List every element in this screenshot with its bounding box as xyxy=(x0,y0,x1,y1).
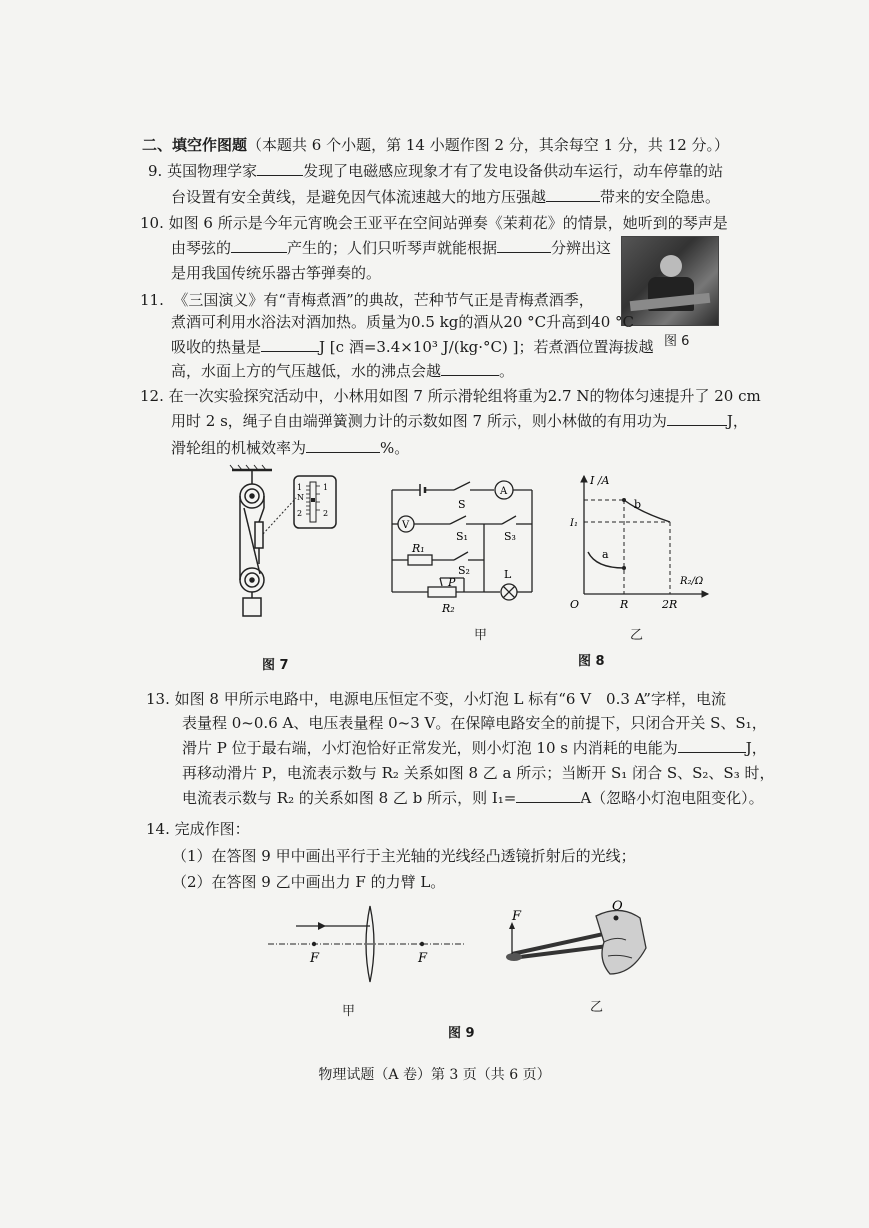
q14-number: 14. xyxy=(146,820,170,838)
scale-label: 1 xyxy=(297,483,303,492)
q11-text: 煮酒可利用水浴法对酒加热。质量为0.5 kg的酒从20 °C升高到40 °C xyxy=(171,313,634,331)
q12-blank-1[interactable] xyxy=(667,411,727,426)
q9-text: 英国物理学家 xyxy=(167,162,258,180)
graph-x-axis-label: R₂/Ω xyxy=(680,576,704,587)
q9-line-1 xyxy=(148,160,723,182)
figure-9-yi-label: 乙 xyxy=(590,1000,604,1015)
q10-number: 10. xyxy=(140,214,164,232)
q12-text: %。 xyxy=(380,439,410,457)
q12-text: 在一次实验探究活动中，小林用如图 7 所示滑轮组将重为2.7 N的物体匀速提升了 20 cm xyxy=(168,387,761,405)
figure-9-lens-diagram xyxy=(266,900,466,984)
scale-label: 2 xyxy=(323,509,329,518)
q10-line-3 xyxy=(171,262,381,284)
scale-unit: N xyxy=(297,493,304,502)
graph-tick-2r: 2R xyxy=(662,598,678,611)
q9-blank-1[interactable] xyxy=(257,161,303,176)
q9-line-2 xyxy=(171,186,720,208)
scale-label: 2 xyxy=(297,509,303,518)
q12-blank-2[interactable] xyxy=(306,438,380,453)
q9-text: 台设置有安全黄线，是避免因气体流速越大的地方压强越 xyxy=(171,188,547,206)
q10-line-1 xyxy=(140,212,728,234)
figure-7-pulley-diagram xyxy=(222,464,342,624)
q12-line-1 xyxy=(140,385,761,407)
q13-text: 表量程 0~0.6 A、电压表量程 0~3 V。在保障电路安全的前提下，只闭合开关 S、S₁， xyxy=(182,714,767,732)
q13-text: A（忽略小灯泡电阻变化）。 xyxy=(580,789,764,807)
switch-s3-label: S₃ xyxy=(504,530,516,543)
figure-9-chopsticks-diagram xyxy=(500,896,660,986)
figure-7-scale-inset xyxy=(294,476,336,528)
lamp-label: L xyxy=(504,568,512,581)
fulcrum-o-label: O xyxy=(612,899,623,914)
q11-text: 《三国演义》有“青梅煮酒”的典故，芒种节气正是青梅煮酒季， xyxy=(173,291,594,309)
q9-text: 带来的安全隐患。 xyxy=(600,188,721,206)
q13-line-5 xyxy=(182,787,764,809)
q11-text: 。 xyxy=(499,362,515,380)
q10-blank-2[interactable] xyxy=(497,238,551,253)
q12-line-2 xyxy=(171,410,748,432)
q12-text: J， xyxy=(726,412,748,430)
curve-b-label: b xyxy=(634,498,642,511)
q13-text: 滑片 P 位于最右端，小灯泡恰好正常发光，则小灯泡 10 s 内消耗的电能为 xyxy=(182,739,678,757)
q11-line-3 xyxy=(171,336,654,358)
q14-part-2: （2）在答图 9 乙中画出力 F 的力臂 L。 xyxy=(172,873,446,891)
q10-blank-1[interactable] xyxy=(231,238,287,253)
q13-line-4 xyxy=(182,762,774,784)
q14-part-1: （1）在答图 9 甲中画出平行于主光轴的光线经凸透镜折射后的光线； xyxy=(172,847,636,865)
q13-text: 再移动滑片 P，电流表示数与 R₂ 关系如图 8 乙 a 所示；当断开 S₁ 闭合 S、S₂、S₃ 时， xyxy=(182,764,775,782)
resistor-r2-label: R₂ xyxy=(442,602,455,615)
q9-blank-2[interactable] xyxy=(546,187,600,202)
resistor-r1-label: R₁ xyxy=(412,542,425,555)
switch-s1-label: S₁ xyxy=(456,530,468,543)
q13-blank-1[interactable] xyxy=(678,738,746,753)
slider-p-label: P xyxy=(448,576,456,589)
q10-text: 是用我国传统乐器古筝弹奏的。 xyxy=(171,264,382,282)
q10-text: 如图 6 所示是今年元宵晚会王亚平在空间站弹奏《茉莉花》的情景，她听到的琴声是 xyxy=(168,214,728,232)
figure-9-jia-label: 甲 xyxy=(342,1004,356,1019)
graph-tick-i1: I₁ xyxy=(570,518,578,529)
q12-line-3 xyxy=(171,437,409,459)
q9-text: 发现了电磁感应现象才有了发电设备供动车运行，动车停靠的站 xyxy=(303,162,724,180)
q10-text: 由琴弦的 xyxy=(171,239,232,257)
q11-line-1 xyxy=(140,289,594,311)
switch-s2-label: S₂ xyxy=(458,564,470,577)
q11-text: 高，水面上方的气压越低，水的沸点会越 xyxy=(171,362,442,380)
section-note: （本题共 6 个小题，第 14 小题作图 2 分，其余每空 1 分，共 12 分。） xyxy=(247,136,730,154)
voltmeter-label: V xyxy=(402,520,410,531)
ammeter-label: A xyxy=(500,486,508,497)
figure-8-yi-label: 乙 xyxy=(630,628,644,643)
focal-point-left-label: F xyxy=(310,951,320,966)
q11-number: 11. xyxy=(140,291,164,309)
q11-blank-1[interactable] xyxy=(261,337,319,352)
section-heading: 二、填空作图题 xyxy=(142,136,248,154)
q14-line-1 xyxy=(146,818,250,840)
graph-origin-label: O xyxy=(570,598,580,611)
q10-text: 产生的；人们只听琴声就能根据 xyxy=(287,239,498,257)
figure-7-caption: 图 7 xyxy=(262,658,289,673)
curve-a-label: a xyxy=(602,548,609,561)
section-heading-row xyxy=(142,134,729,156)
q13-text: 电流表示数与 R₂ 的关系如图 8 乙 b 所示，则 I₁= xyxy=(182,789,517,807)
force-f-label: F xyxy=(512,909,522,924)
graph-y-axis-label: I /A xyxy=(590,474,610,487)
figure-6-photo xyxy=(621,236,719,326)
q13-number: 13. xyxy=(146,690,170,708)
switch-s-label: S xyxy=(458,498,466,511)
page-footer: 物理试题（A 卷）第 3 页（共 6 页） xyxy=(318,1067,551,1083)
q14-title: 完成作图： xyxy=(174,820,250,838)
q12-text: 滑轮组的机械效率为 xyxy=(171,439,307,457)
scale-label: 1 xyxy=(323,483,329,492)
figure-8-circuit xyxy=(384,474,544,620)
q13-text: J， xyxy=(745,739,767,757)
figure-9-caption: 图 9 xyxy=(448,1026,475,1041)
q13-blank-2[interactable] xyxy=(516,788,580,803)
focal-point-right-label: F xyxy=(418,951,428,966)
q11-blank-2[interactable] xyxy=(441,361,499,376)
figure-6-caption: 图 6 xyxy=(664,334,690,349)
figure-8-graph xyxy=(566,470,716,612)
q12-number: 12. xyxy=(140,387,164,405)
q11-text: 吸收的热量是 xyxy=(171,338,262,356)
q13-line-3 xyxy=(182,737,767,759)
q9-number: 9. xyxy=(148,162,163,180)
figure-8-caption: 图 8 xyxy=(578,654,605,669)
q10-line-2 xyxy=(171,237,611,259)
q13-line-1 xyxy=(146,688,726,710)
q11-text: J [c 酒=3.4×10³ J/(kg·°C) ]；若煮酒位置海拔越 xyxy=(319,338,654,356)
q12-text: 用时 2 s，绳子自由端弹簧测力计的示数如图 7 所示，则小林做的有用功为 xyxy=(171,412,667,430)
graph-tick-r: R xyxy=(620,598,629,611)
q13-text: 如图 8 甲所示电路中，电源电压恒定不变，小灯泡 L 标有“6 V 0.3 A”字样，电流 xyxy=(174,690,726,708)
q10-text: 分辨出这 xyxy=(551,239,612,257)
q11-line-4 xyxy=(171,360,514,382)
figure-8-jia-label: 甲 xyxy=(474,628,488,643)
q11-line-2 xyxy=(171,311,634,333)
q13-line-2 xyxy=(182,712,767,734)
